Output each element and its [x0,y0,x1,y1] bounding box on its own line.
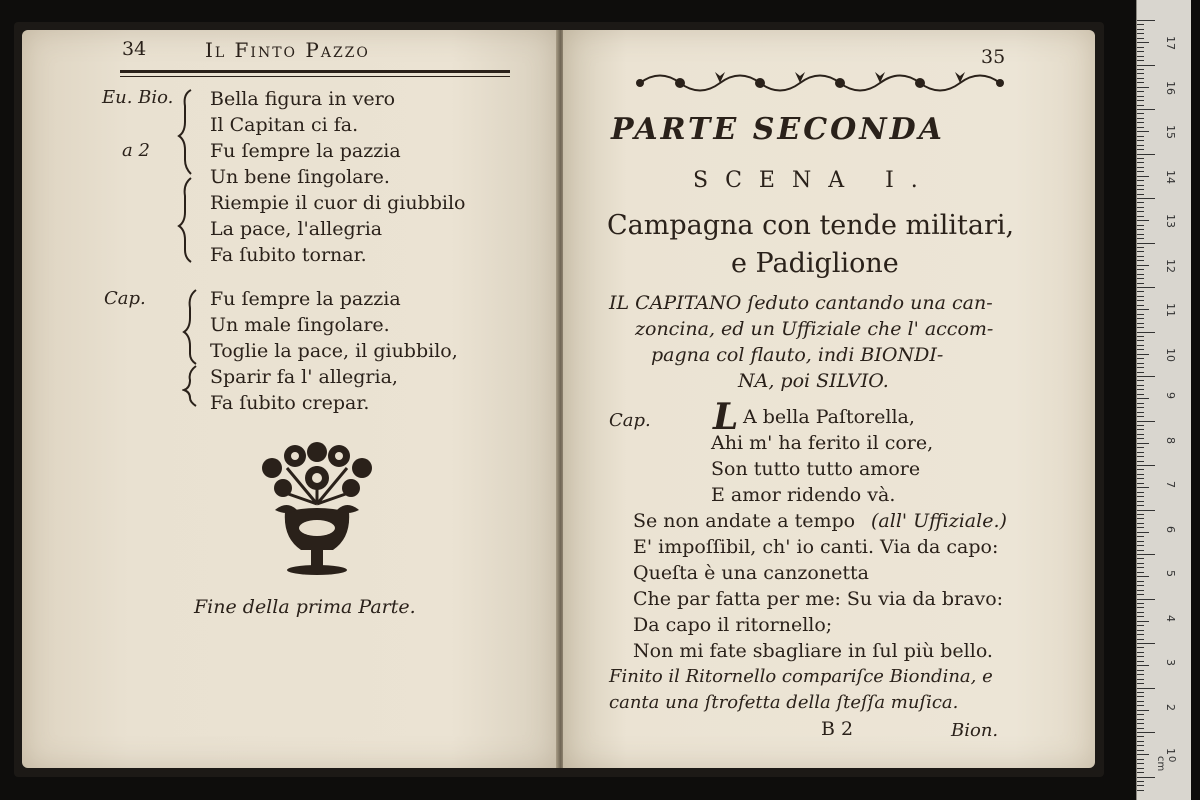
ruler-tick [1137,60,1144,61]
ruler-tick [1137,340,1144,341]
ruler-tick [1137,274,1144,275]
ruler-tick [1137,194,1144,195]
verse-group1 [210,86,465,268]
speaker-a2: a 2 [122,140,150,161]
ruler-tick [1137,527,1144,528]
ruler-tick [1137,514,1144,515]
ruler-tick [1137,349,1144,350]
ruler-tick [1137,145,1144,146]
ruler-unit-label: 0 cm [1155,756,1177,772]
ruler-tick [1137,185,1144,186]
ruler-tick [1137,398,1149,399]
head-rule-thin [120,76,510,77]
ruler-tick [1137,20,1155,21]
ruler-tick [1137,505,1144,506]
stage-direction-1: IL CAPITANO ſeduto cantando una can- [609,292,993,314]
ruler-tick [1137,692,1144,693]
stage-direction-2: zoncina, ed un Uffiziale che l' accom- [635,318,994,340]
verse-line: Un bene ſingolare. [210,166,390,188]
ruler-tick [1137,189,1144,190]
running-head: Il Finto Pazzo [205,38,370,62]
ruler-number: 6 [1164,525,1177,533]
ruler-number: 5 [1164,570,1177,577]
ruler-tick [1137,434,1144,435]
ruler-tick [1137,545,1144,546]
ruler-tick [1137,465,1155,466]
ruler-tick [1137,198,1155,199]
verse-line: La pace, l'allegria [210,218,383,240]
ruler-tick [1137,656,1144,657]
ruler-tick [1137,768,1144,769]
ruler-tick [1137,47,1144,48]
ruler-tick [1137,367,1144,368]
ruler-tick [1137,87,1149,88]
ruler-tick [1137,100,1144,101]
ruler-tick [1137,554,1155,555]
ruler-tick [1137,567,1144,568]
ruler-tick [1137,269,1144,270]
verse-line: Un male ſingolare. [210,314,390,336]
ruler-tick [1137,701,1144,702]
ruler-tick [1137,443,1149,444]
ruler-tick [1137,705,1144,706]
ruler-tick [1137,496,1144,497]
speech-line: Se non andate a tempo [633,510,856,532]
ruler-tick [1137,741,1144,742]
ruler-tick [1137,745,1144,746]
ruler-tick [1137,314,1144,315]
speaker-eu-bio: Eu. Bio. [102,87,174,108]
final-direction-2: canta una ſtrofetta della ſteſſa muſica. [609,692,959,713]
ruler-tick [1137,403,1144,404]
ruler-tick [1137,162,1144,163]
ruler-tick [1137,291,1144,292]
ruler-tick [1137,599,1155,600]
ruler-tick [1137,309,1149,310]
ruler-tick [1137,69,1144,70]
ruler-tick [1137,238,1144,239]
ruler-tick [1137,296,1144,297]
ruler-tick [1137,278,1144,279]
ruler-number: 11 [1164,303,1177,317]
verse-line: Fu ſempre la pazzia [210,288,401,310]
brace-group1 [177,88,199,264]
ruler-tick [1137,118,1144,119]
ruler-tick [1137,469,1144,470]
ruler-number: 9 [1164,392,1177,399]
drop-cap: L [713,396,739,438]
ruler-tick [1137,683,1144,684]
speech-line: Che par fatta per me: Su via da bravo: [633,588,1004,610]
ruler-tick [1137,376,1155,377]
ruler-tick [1137,563,1144,564]
ruler-tick [1137,243,1155,244]
verse-group2 [210,286,458,416]
ruler-number: 13 [1164,214,1177,228]
ruler-tick [1137,211,1144,212]
ruler-tick [1137,96,1144,97]
ruler-tick [1137,461,1144,462]
ruler-tick [1137,358,1144,359]
ruler-tick [1137,229,1144,230]
ruler-tick [1137,256,1144,257]
ruler-number: 16 [1164,80,1177,95]
part-title: PARTE SECONDA [611,112,945,147]
speech-line: Da capo il ritornello; [633,614,833,636]
ruler-tick [1137,412,1144,413]
ruler-tick [1137,590,1144,591]
stage-direction-4: NA, poi SILVIO. [738,370,889,392]
ruler-tick [1137,447,1144,448]
ruler-tick [1137,140,1144,141]
stage-direction-3: pagna col flauto, indi BIONDI- [651,344,944,366]
ruler-tick [1137,674,1144,675]
setting-line-1: Campagna con tende militari, [607,210,1015,241]
ruler-tick [1137,82,1144,83]
ruler-tick [1137,260,1144,261]
ruler-tick [1137,696,1144,697]
ruler-tick [1137,354,1149,355]
ruler-tick [1137,603,1144,604]
ruler-tick [1137,647,1144,648]
ruler-tick [1137,385,1144,386]
ruler-tick [1137,732,1155,733]
ruler-tick [1137,456,1144,457]
ruler-tick [1137,176,1149,177]
speech-line: E' impoſſibil, ch' io canti. Via da capo: [633,536,999,558]
ruler-tick [1137,728,1144,729]
scene-heading: SCENA I. [693,168,935,193]
ruler-tick [1137,149,1144,150]
ruler-tick [1137,113,1144,114]
final-direction-1: Finito il Ritornello compariſce Biondina, e [609,666,993,687]
ruler-tick [1137,154,1155,155]
end-of-part-text: Fine della prima Parte. [194,596,416,618]
ruler-tick [1137,581,1144,582]
ruler-tick [1137,652,1144,653]
ruler-tick [1137,216,1144,217]
ruler-tick [1137,136,1144,137]
ruler-tick [1137,572,1144,573]
ruler-tick [1137,719,1144,720]
ruler-tick [1137,750,1144,751]
song-line: Son tutto tutto amore [711,458,921,480]
ruler-tick [1137,127,1144,128]
ruler-tick [1137,91,1144,92]
ruler-tick [1137,251,1144,252]
ruler-tick [1137,109,1155,110]
ruler-tick [1137,24,1144,25]
right-page-number: 35 [981,46,1006,68]
ruler-tick [1137,225,1144,226]
ruler-tick [1137,607,1144,608]
ruler-number: 8 [1164,436,1177,444]
ruler-tick [1137,665,1149,666]
ruler-tick [1137,202,1144,203]
ruler-tick [1137,380,1144,381]
ruler-tick [1137,736,1144,737]
ruler-tick [1137,621,1149,622]
ruler-tick [1137,643,1155,644]
ruler-tick [1137,318,1144,319]
ruler-tick [1137,305,1144,306]
song-line: E amor ridendo và. [711,484,896,506]
right-page [563,30,1095,768]
ruler-tick [1137,438,1144,439]
verse-line: Bella figura in vero [210,88,396,110]
ruler-tick [1137,207,1144,208]
ruler-tick [1137,429,1144,430]
ruler-tick [1137,171,1144,172]
speaker-cap: Cap. [104,288,146,309]
ruler-tick [1137,625,1144,626]
ruler-tick [1137,585,1144,586]
ruler-tick [1137,536,1144,537]
ruler-number: 2 [1164,703,1177,711]
ruler-tick [1137,492,1144,493]
catchword: Bion. [951,720,999,741]
ruler-tick [1137,389,1144,390]
left-page-number: 34 [122,38,147,60]
ruler-tick [1137,612,1144,613]
ruler-tick [1137,363,1144,364]
ruler-number: 12 [1164,258,1177,273]
ruler-tick [1137,42,1149,43]
ruler-tick [1137,523,1144,524]
ruler-tick [1137,425,1144,426]
ruler-tick [1137,630,1144,631]
ruler-tick [1137,483,1144,484]
ruler-number: 14 [1164,169,1177,184]
ruler-number: 10 [1164,347,1177,362]
ruler-tick [1137,576,1149,577]
ruler-number: 17 [1164,36,1177,50]
ruler-tick [1137,487,1149,488]
ruler-tick [1137,234,1144,235]
brace-group2 [182,288,204,408]
ruler-tick [1137,639,1144,640]
ruler-tick [1137,180,1144,181]
ruler-tick [1137,407,1144,408]
ruler-tick [1137,78,1144,79]
left-page [22,30,558,768]
ruler-number: 4 [1164,614,1177,622]
ruler-tick [1137,661,1144,662]
verse-line: Fu ſempre la pazzia [210,140,401,162]
verse-line: Fa ſubito crepar. [210,392,370,414]
ruler-tick [1137,532,1149,533]
verse-line: Toglie la pace, il giubbilo, [210,340,458,362]
ruler-number: 1 [1164,748,1177,755]
ruler-tick [1137,51,1144,52]
ruler-tick [1137,38,1144,39]
setting-line-2: e Padiglione [731,248,899,279]
ruler-tick [1137,759,1144,760]
ruler-tick [1137,247,1144,248]
ruler-tick [1137,763,1144,764]
ruler-tick [1137,781,1144,782]
ruler-tick [1137,541,1144,542]
speech-line: Non mi fate sbagliare in ſul più bello. [633,640,993,662]
ruler-tick [1137,65,1155,66]
ruler-number: 3 [1164,659,1177,666]
ruler-tick [1137,670,1144,671]
measuring-ruler [1136,0,1191,800]
ruler-tick [1137,323,1144,324]
ruler-tick [1137,790,1144,791]
ruler-tick [1137,105,1144,106]
ruler-tick [1137,327,1144,328]
ruler-tick [1137,616,1144,617]
ruler-tick [1137,518,1144,519]
vase-ornament-icon [247,438,387,578]
ruler-tick [1137,478,1144,479]
ruler-tick [1137,332,1155,333]
ruler-tick [1137,372,1144,373]
ruler-tick [1137,283,1144,284]
headpiece-ornament-icon [635,68,1005,98]
ruler-tick [1137,287,1155,288]
song-line-first: A bella Paſtorella, [743,406,915,428]
ruler-tick [1137,56,1144,57]
ruler-tick [1137,300,1144,301]
ruler-tick [1137,33,1144,34]
ruler-tick [1137,167,1144,168]
ruler-tick [1137,73,1144,74]
ruler-tick [1137,558,1144,559]
verse-line: Il Capitan ci fa. [210,114,359,136]
ruler-tick [1137,421,1155,422]
aside-direction: (all' Uffiziale.) [871,510,1007,532]
ruler-tick [1137,510,1155,511]
ruler-tick [1137,158,1144,159]
ruler-tick [1137,777,1155,778]
ruler-tick [1137,122,1144,123]
head-rule-thick [120,70,510,73]
verse-line: Sparir fa l' allegria, [210,366,398,388]
ruler-tick [1137,688,1155,689]
ruler-number: 7 [1164,481,1177,488]
ruler-tick [1137,710,1149,711]
ruler-tick [1137,501,1144,502]
verse-line: Fa ſubito tornar. [210,244,367,266]
ruler-tick [1137,785,1144,786]
ruler-tick [1137,594,1144,595]
ruler-tick [1137,634,1144,635]
signature-mark: B 2 [821,718,854,740]
ruler-tick [1137,550,1144,551]
ruler-tick [1137,131,1149,132]
ruler-tick [1137,679,1144,680]
ruler-tick [1137,723,1144,724]
ruler-tick [1137,220,1149,221]
ruler-tick [1137,394,1144,395]
ruler-tick [1137,754,1149,755]
ruler-tick [1137,452,1144,453]
ruler-tick [1137,265,1149,266]
ruler-number: 15 [1164,125,1177,139]
ruler-tick [1137,714,1144,715]
speaker-cap-right: Cap. [609,410,651,431]
song-line: Ahi m' ha ferito il core, [711,432,934,454]
verse-line: Riempie il cuor di giubbilo [210,192,466,214]
ruler-tick [1137,416,1144,417]
speech-line: Queſta è una canzonetta [633,562,869,584]
ruler-tick [1137,336,1144,337]
ruler-tick [1137,474,1144,475]
ruler-tick [1137,345,1144,346]
ruler-tick [1137,29,1144,30]
ruler-tick [1137,772,1144,773]
